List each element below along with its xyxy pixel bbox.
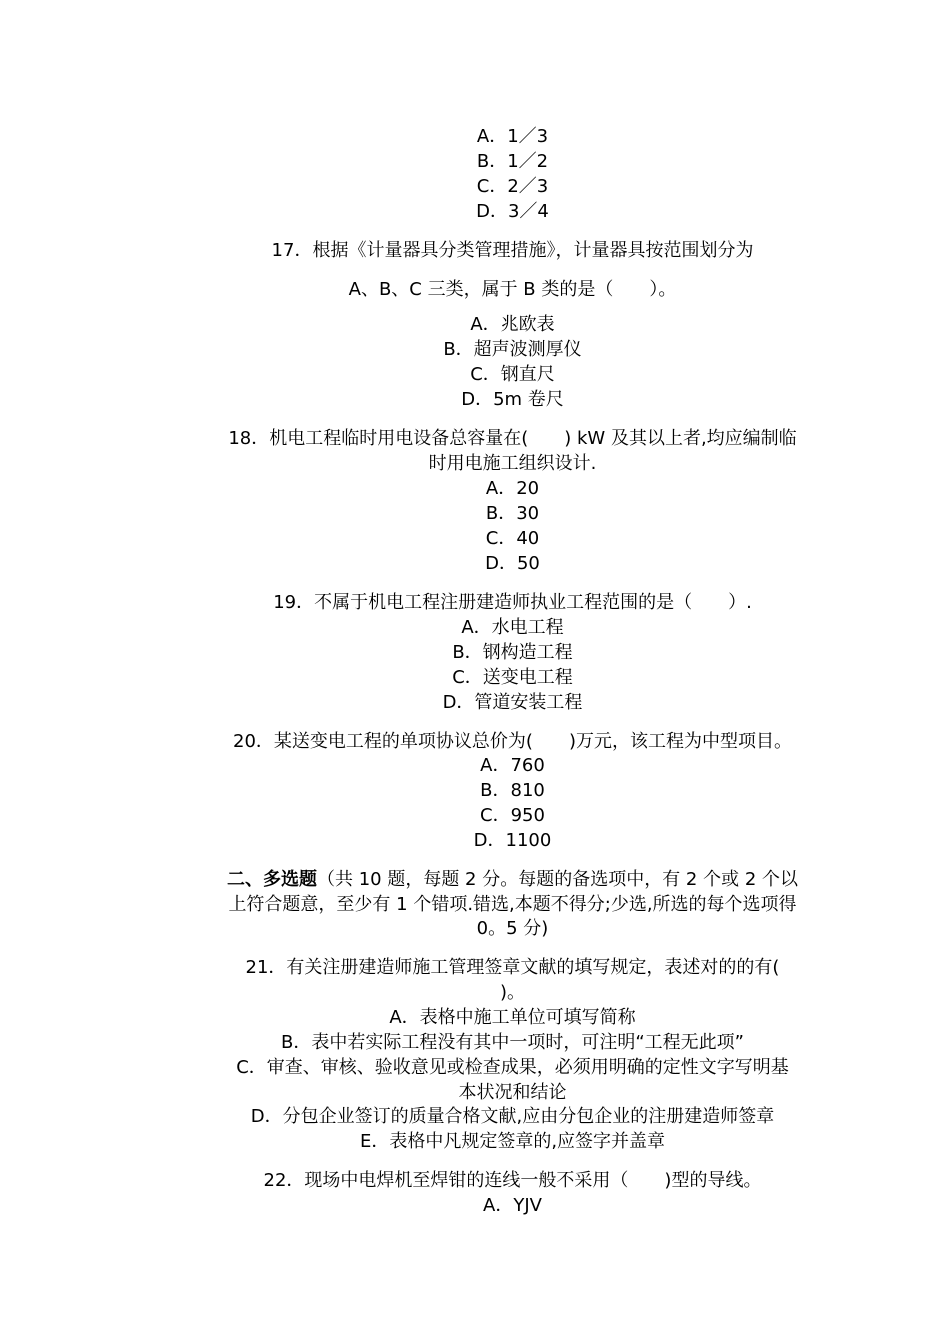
q20-option-b: B．810: [480, 780, 545, 801]
q18-option-b: B．30: [485, 503, 540, 524]
q20-option-d: D．1100: [473, 830, 552, 851]
q17-stem-line2: A、B、C 三类，属于 B 类的是（ ）。: [348, 279, 677, 300]
q16-option-d: D．3／4: [476, 201, 549, 222]
q17-option-c: C．钢直尺: [470, 364, 555, 385]
q18-stem-line1: 18．机电工程临时用电设备总容量在( ) kW 及其以上者,均应编制临: [228, 428, 797, 449]
section2-header-line1: [160, 867, 865, 892]
q21-option-c-line2: 本状况和结论: [458, 1082, 567, 1103]
q21-stem-line1: 21．有关注册建造师施工管理签章文献的填写规定，表述对的的有(: [245, 957, 780, 978]
q21-option-a: A．表格中施工单位可填写简称: [389, 1007, 636, 1028]
q17-option-b: B．超声波测厚仪: [443, 339, 582, 360]
q20-option-a: A．760: [480, 755, 545, 776]
section2-title: 二、多选题: [226, 869, 317, 890]
q18-option-d: D．50: [485, 553, 540, 574]
q17-stem-line1: 17．根据《计量器具分类管理措施》，计量器具按范围划分为: [271, 240, 754, 261]
q18-stem-line2: 时用电施工组织设计.: [428, 453, 597, 474]
q18-option-a: A．20: [485, 478, 540, 499]
q17-option-a: A．兆欧表: [470, 314, 555, 335]
q19-option-d: D．管道安装工程: [442, 692, 583, 713]
q19-option-b: B．钢构造工程: [452, 642, 573, 663]
q21-option-e: E．表格中凡规定签章的,应签字并盖章: [359, 1131, 666, 1152]
q20-option-c: C．950: [480, 805, 545, 826]
q17-option-d: D．5m 卷尺: [461, 389, 564, 410]
q16-option-b: B．1／2: [476, 151, 549, 172]
q22-option-a: A．YJV: [483, 1195, 542, 1216]
q22-stem: 22．现场中电焊机至焊钳的连线一般不采用（ )型的导线。: [263, 1170, 762, 1191]
section2-desc-line1: （共 10 题，每题 2 分。每题的备选项中，有 2 个或 2 个以: [316, 869, 799, 890]
q18-option-c: C．40: [485, 528, 540, 549]
q20-stem: 20．某送变电工程的单项协议总价为( )万元，该工程为中型项目。: [233, 731, 792, 752]
q16-option-a: A．1／3: [476, 126, 549, 147]
q21-stem-line2: )。: [499, 982, 526, 1003]
section2-desc-line2: 上符合题意，至少有 1 个错项.错选,本题不得分;少选,所选的每个选项得: [228, 894, 797, 915]
q21-option-b: B．表中若实际工程没有其中一项时，可注明“工程无此项”: [281, 1032, 744, 1053]
section2-desc-line3: 0。5 分): [476, 918, 549, 939]
q19-option-c: C．送变电工程: [452, 667, 573, 688]
q19-stem: 19．不属于机电工程注册建造师执业工程范围的是（ ）.: [273, 592, 752, 613]
q21-option-c-line1: C．审查、审核、验收意见或检查成果，必须用明确的定性文字写明基: [236, 1057, 789, 1078]
q21-option-d: D．分包企业签订的质量合格文献,应由分包企业的注册建造师签章: [250, 1106, 775, 1127]
q16-option-c: C．2／3: [476, 176, 549, 197]
q19-option-a: A．水电工程: [461, 617, 564, 638]
